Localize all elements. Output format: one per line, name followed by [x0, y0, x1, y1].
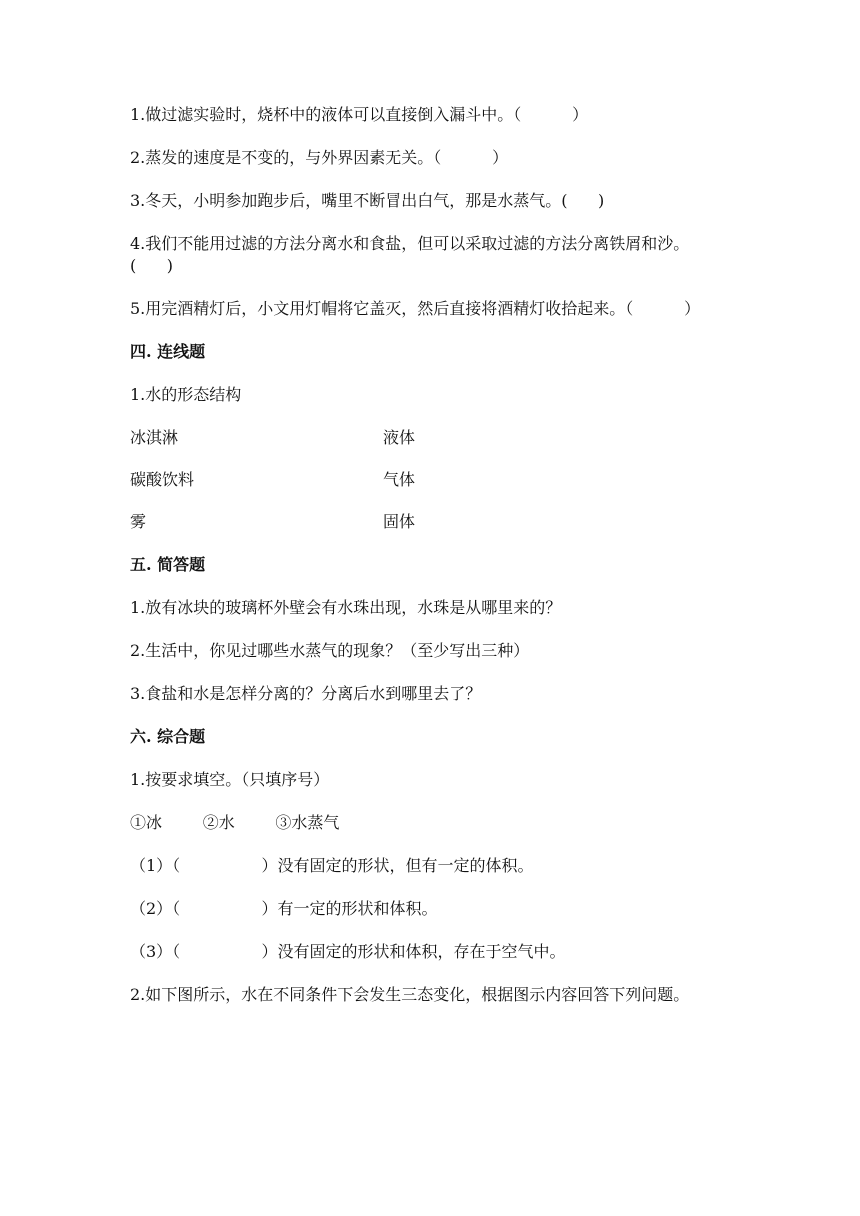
comprehensive-q2: 2.如下图所示，水在不同条件下会发生三态变化，根据图示内容回答下列问题。 — [130, 985, 690, 1004]
short-answer-item-1: 1.放有冰块的玻璃杯外壁会有水珠出现，水珠是从哪里来的？ — [130, 598, 562, 617]
judgement-item-4: 4.我们不能用过滤的方法分离水和食盐，但可以采取过滤的方法分离铁屑和沙。 — [130, 234, 690, 253]
comprehensive-q1: 1.按要求填空。（只填序号） — [130, 770, 330, 789]
matching-right-1: 液体 — [383, 428, 416, 447]
matching-question: 1.水的形态结构 — [130, 385, 242, 404]
matching-right-2: 气体 — [383, 470, 416, 489]
matching-left-2: 碳酸饮料 — [130, 470, 195, 489]
comprehensive-options: ①冰 ②水 ③水蒸气 — [130, 813, 340, 832]
comprehensive-sub-3: （3）（ ）没有固定的形状和体积，存在于空气中。 — [130, 942, 566, 961]
matching-left-3: 雾 — [130, 512, 147, 531]
comprehensive-sub-1: （1）（ ）没有固定的形状，但有一定的体积。 — [130, 856, 534, 875]
judgement-item-5: 5.用完酒精灯后，小文用灯帽将它盖灭，然后直接将酒精灯收拾起来。（ ） — [130, 299, 701, 318]
judgement-item-2: 2.蒸发的速度是不变的，与外界因素无关。（ ） — [130, 148, 509, 167]
matching-right-3: 固体 — [383, 512, 416, 531]
judgement-item-4-blank: ( ) — [130, 256, 173, 275]
judgement-item-1: 1.做过滤实验时，烧杯中的液体可以直接倒入漏斗中。（ ） — [130, 105, 589, 124]
judgement-item-3: 3.冬天，小明参加跑步后，嘴里不断冒出白气，那是水蒸气。( ) — [130, 191, 605, 210]
comprehensive-heading: 六. 综合题 — [130, 727, 206, 746]
matching-heading: 四. 连线题 — [130, 342, 206, 361]
short-answer-heading: 五. 简答题 — [130, 555, 206, 574]
short-answer-item-3: 3.食盐和水是怎样分离的？分离后水到哪里去了？ — [130, 684, 482, 703]
comprehensive-sub-2: （2）（ ）有一定的形状和体积。 — [130, 899, 438, 918]
matching-left-1: 冰淇淋 — [130, 428, 179, 447]
short-answer-item-2: 2.生活中，你见过哪些水蒸气的现象？（至少写出三种） — [130, 641, 530, 660]
